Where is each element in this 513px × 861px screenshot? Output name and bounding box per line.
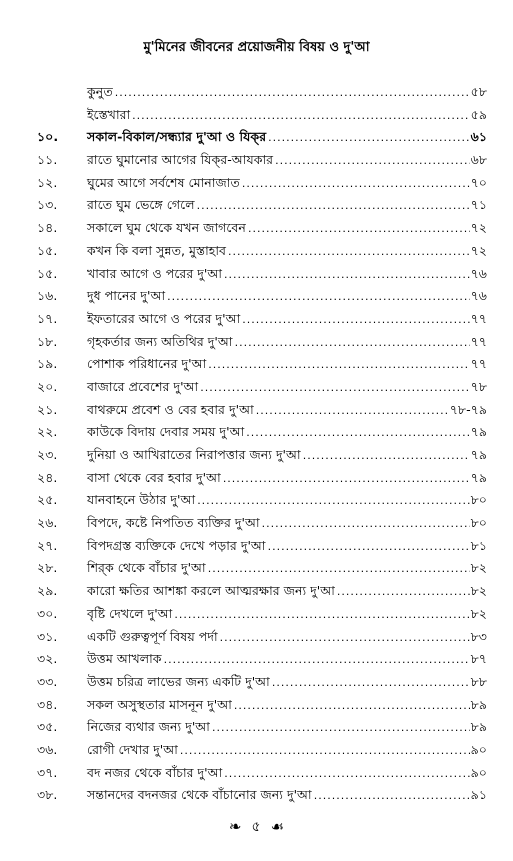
toc-entry-number: ৩৫. <box>37 719 58 735</box>
dot-leader <box>314 785 470 808</box>
dot-leader <box>272 672 470 695</box>
toc-entry-page: ৮৭ <box>470 651 487 667</box>
dot-leader <box>220 627 470 650</box>
toc-entry-number: ২৫. <box>37 492 58 508</box>
toc-entry-line <box>87 421 487 444</box>
toc-entry <box>0 172 513 195</box>
toc-entry-title: সকল অসুস্থতার মাসনূন দু'আ <box>87 696 232 712</box>
toc-entry-line <box>87 648 487 671</box>
dot-leader <box>234 695 470 718</box>
toc-entry <box>0 285 513 308</box>
dot-leader <box>164 649 470 672</box>
toc-entry-title: কুনুত <box>87 84 113 99</box>
toc-entry-number: ১৩. <box>37 197 58 213</box>
toc-entry-page: ৯০ <box>470 764 487 780</box>
toc-entry <box>0 240 513 263</box>
toc-entry-page: ৮৮ <box>470 673 487 689</box>
dot-leader <box>275 150 470 173</box>
page-header <box>0 38 513 59</box>
toc-entry-title: কখন কি বলা সুন্নত, মুস্তাহাব <box>87 242 227 258</box>
toc-entry-title: একটি গুরুত্বপূর্ণ বিষয় পর্দা <box>87 628 218 644</box>
toc-entry-title: বিপদগ্রস্ত ব্যক্তিকে দেখে পড়ার দু'আ <box>87 537 266 553</box>
toc-entry-page: ৭৬ <box>470 288 487 304</box>
toc-entry <box>0 603 513 626</box>
toc-entry-line <box>87 535 487 558</box>
toc-entry <box>0 149 513 172</box>
toc-entry-line <box>87 671 487 694</box>
toc-entry-line <box>87 376 487 399</box>
toc-entry-line <box>87 104 487 127</box>
toc-entry-page: ৮৯ <box>470 696 487 712</box>
toc-entry-title: উত্তম চরিত্র লাভের জন্য একটি দু'আ <box>87 673 270 689</box>
toc-entry-number: ১৪. <box>37 220 58 236</box>
toc-entry-number: ২৪. <box>37 469 58 485</box>
toc-entry-line <box>87 762 487 785</box>
toc-entry-title: ইফতারের আগে ও পরের দু'আ <box>87 310 241 326</box>
dot-leader <box>180 740 470 763</box>
toc-entry-page: ৭৭ <box>470 333 487 349</box>
toc-entry-number: ৩৩. <box>37 673 58 689</box>
dot-leader <box>303 445 470 468</box>
toc-entry-title: রোগী দেখার দু'আ <box>87 741 178 757</box>
toc-entry-number: ৩৭. <box>37 764 58 780</box>
toc-entry-line <box>87 580 487 603</box>
dot-leader <box>132 105 469 128</box>
toc-entry-page: ৫৯ <box>470 106 487 122</box>
book-title: মু'মিনের জীবনের প্রয়োজনীয় বিষয় ও দু'আ <box>143 40 370 55</box>
dot-leader <box>223 468 470 491</box>
toc-entry-line <box>87 263 487 286</box>
toc-entry-line <box>87 240 487 263</box>
toc-entry-title: ইস্তেখারা <box>87 106 131 122</box>
toc-entry-line <box>87 694 487 717</box>
toc-entry-page: ৭৯ <box>470 469 487 485</box>
toc-entry-line <box>87 331 487 354</box>
dot-leader <box>167 286 469 309</box>
toc-entry-line <box>87 626 487 649</box>
toc-entry-number: ২১. <box>37 401 58 417</box>
dot-leader <box>212 717 470 740</box>
toc-entry-title: সকাল-বিকাল/সন্ধ্যার দু'আ ও যিক্‌র <box>87 129 267 145</box>
toc-entry-line <box>87 784 487 807</box>
toc-entry-title: দুনিয়া ও আখিরাতের নিরাপত্তার জন্য দু'আ <box>87 447 301 462</box>
page-number: ৫ <box>251 818 261 835</box>
dot-leader <box>235 332 470 355</box>
dot-leader <box>197 490 469 513</box>
toc-entry-number: ১০. <box>37 129 59 145</box>
toc-entry-line <box>87 467 487 490</box>
toc-entry <box>0 716 513 739</box>
toc-entry-title: যানবাহনে উঠার দু'আ <box>87 492 196 508</box>
toc-entry <box>0 421 513 444</box>
toc-entry-line <box>87 512 487 535</box>
toc-entry <box>0 512 513 535</box>
dot-leader <box>337 581 470 604</box>
toc-entry-page: ৭০ <box>470 174 487 190</box>
toc-entry-title: সন্তানদের বদনজর থেকে বাঁচানোর জন্য দু'আ <box>87 787 312 803</box>
toc-entry-number: ১৮. <box>37 333 58 349</box>
toc-entry <box>0 217 513 240</box>
toc-entry-line <box>87 172 487 195</box>
toc-entry-page: ৮০ <box>470 492 487 508</box>
toc-entry-page: ৫৮ <box>470 84 487 99</box>
toc-entry <box>0 489 513 512</box>
toc-entry-number: ২৯. <box>37 583 58 599</box>
toc-entry-line <box>87 194 487 217</box>
toc-entry-page: ৮৯ <box>470 719 487 735</box>
toc-entry-title: বিপদে, কষ্টে নিপতিত ব্যক্তির দু'আ <box>87 515 260 531</box>
dot-leader <box>246 422 469 445</box>
toc-entry-line <box>87 81 487 104</box>
dot-leader <box>242 173 470 196</box>
toc-entry-number: ১৬. <box>37 288 58 304</box>
toc-entry-number: ২০. <box>37 378 58 394</box>
toc-entry-line <box>87 308 487 331</box>
toc-entry <box>0 444 513 467</box>
toc-entry-number: ১২. <box>37 174 58 190</box>
toc-entry-title: গৃহকর্তার জন্য অতিথির দু'আ <box>87 333 233 349</box>
page-footer <box>0 816 513 837</box>
toc-entry-page: ৮০ <box>470 515 487 531</box>
toc-entry-number: ৩৬. <box>37 741 58 757</box>
toc-entry <box>0 784 513 807</box>
toc-entry <box>0 671 513 694</box>
toc-entry-number: ৩২. <box>37 651 58 667</box>
toc-entry-page: ৬১ <box>470 129 487 145</box>
toc-entry-page: ৭৮ <box>470 378 487 394</box>
toc-entry-title: খাবার আগে ও পরের দু'আ <box>87 265 223 281</box>
toc-entry-line <box>87 603 487 626</box>
toc-entry-line <box>87 126 487 149</box>
toc-entry-page: ৬৮ <box>470 152 487 168</box>
toc-entry-page: ৮২ <box>470 583 487 599</box>
toc-entry-page: ৭৯ <box>470 424 487 440</box>
toc-entry-title: বাথরুমে প্রবেশ ও বের হবার দু'আ <box>87 401 254 417</box>
toc-entry <box>0 739 513 762</box>
toc-entry-line <box>87 444 487 467</box>
toc-entry-title: সকালে ঘুম থেকে যখন জাগবেন <box>87 220 246 236</box>
toc-entry-number: ১৭. <box>37 310 58 326</box>
toc-entry <box>0 353 513 376</box>
toc-entry-page: ৭৮-৭৯ <box>449 401 487 417</box>
toc-entry-number: ৩১. <box>37 628 58 644</box>
toc-entry-page: ৭৬ <box>470 265 487 281</box>
toc-entry-line <box>87 739 487 762</box>
toc-entry <box>0 648 513 671</box>
toc-entry-page: ৭৯ <box>470 447 487 462</box>
toc-entry-page: ৮৩ <box>470 628 487 644</box>
toc-entry <box>0 694 513 717</box>
toc-entry-title: দুধ পানের দু'আ <box>87 288 166 304</box>
dot-leader <box>197 195 470 218</box>
dot-leader <box>228 241 470 264</box>
dot-leader <box>208 354 469 377</box>
table-of-contents <box>0 81 513 807</box>
toc-entry-title: শির্‌ক থেকে বাঁচার দু'আ <box>87 560 206 576</box>
toc-entry-page: ৭১ <box>470 197 487 213</box>
toc-entry-page: ৮২ <box>470 560 487 576</box>
dot-leader <box>200 377 469 400</box>
toc-entry-number: ২৬. <box>37 515 58 531</box>
toc-entry <box>0 535 513 558</box>
dot-leader <box>262 513 470 536</box>
toc-entry <box>0 762 513 785</box>
toc-entry <box>0 194 513 217</box>
toc-entry <box>0 104 513 127</box>
dot-leader <box>242 309 469 332</box>
toc-entry <box>0 126 513 149</box>
toc-entry-line <box>87 489 487 512</box>
dot-leader <box>256 400 449 423</box>
toc-entry-title: পোশাক পরিধানের দু'আ <box>87 356 207 372</box>
toc-entry-title: বৃষ্টি দেখলে দু'আ <box>87 605 173 621</box>
dot-leader <box>174 604 469 627</box>
toc-entry-number: ২২. <box>37 424 58 440</box>
toc-entry-line <box>87 285 487 308</box>
toc-entry <box>0 399 513 422</box>
toc-entry-page: ৯০ <box>470 741 487 757</box>
toc-entry-page: ৮১ <box>470 537 487 553</box>
toc-entry-line <box>87 399 487 422</box>
toc-entry-number: ২৩. <box>37 447 58 462</box>
dot-leader <box>224 763 469 786</box>
dot-leader <box>268 127 469 150</box>
toc-entry-title: রাতে ঘুম ভেঙ্গে গেলে <box>87 197 195 213</box>
toc-entry-title: রাতে ঘুমানোর আগের যিক্‌র-আযকার <box>87 152 274 168</box>
dot-leader <box>224 264 470 287</box>
dot-leader <box>208 558 470 581</box>
toc-entry <box>0 331 513 354</box>
toc-entry-page: ৭৭ <box>470 356 487 372</box>
toc-entry <box>0 81 513 104</box>
toc-entry-number: ১৫. <box>37 242 58 258</box>
toc-entry-title: বাজারে প্রবেশের দু'আ <box>87 378 199 394</box>
toc-entry <box>0 263 513 286</box>
toc-entry-line <box>87 557 487 580</box>
toc-entry <box>0 557 513 580</box>
dot-leader <box>248 218 470 241</box>
toc-entry-page: ৯১ <box>470 787 487 803</box>
toc-entry-number: ৩৪. <box>37 696 58 712</box>
dot-leader <box>268 536 470 559</box>
dot-leader <box>115 82 470 105</box>
scroll-left-ornament-icon: ❧ <box>228 817 242 836</box>
toc-entry-title: উত্তম আখলাক <box>87 651 162 667</box>
toc-entry-number: ১৫. <box>37 265 58 281</box>
toc-entry <box>0 467 513 490</box>
toc-entry <box>0 376 513 399</box>
toc-entry-line <box>87 716 487 739</box>
scroll-right-ornament-icon: ☙ <box>270 817 285 836</box>
toc-entry <box>0 580 513 603</box>
toc-entry <box>0 626 513 649</box>
toc-entry-line <box>87 149 487 172</box>
toc-entry-title: কারো ক্ষতির আশঙ্কা করলে আত্মরক্ষার জন্য দু'আ <box>87 583 335 599</box>
toc-entry-title: বদ নজর থেকে বাঁচার দু'আ <box>87 764 223 780</box>
toc-entry-number: ২৭. <box>37 537 58 553</box>
toc-entry-number: ১৯. <box>37 356 58 372</box>
toc-entry-title: বাসা থেকে বের হবার দু'আ <box>87 469 221 485</box>
toc-entry-number: ১১. <box>37 152 58 168</box>
toc-entry-title: নিজের ব্যথার জন্য দু'আ <box>87 719 210 735</box>
toc-entry-line <box>87 217 487 240</box>
toc-entry-page: ৮২ <box>470 605 487 621</box>
toc-entry-number: ২৮. <box>37 560 58 576</box>
toc-entry <box>0 308 513 331</box>
toc-entry-number: ৩৮. <box>37 787 58 803</box>
toc-entry-line <box>87 353 487 376</box>
toc-entry-title: ঘুমের আগে সর্বশেষ মোনাজাত <box>87 174 240 190</box>
toc-entry-number: ৩০. <box>37 605 58 621</box>
toc-entry-page: ৭৭ <box>470 310 487 326</box>
toc-entry-title: কাউকে বিদায় দেবার সময় দু'আ <box>87 424 245 440</box>
toc-entry-page: ৭২ <box>470 242 487 258</box>
toc-entry-page: ৭২ <box>470 220 487 236</box>
